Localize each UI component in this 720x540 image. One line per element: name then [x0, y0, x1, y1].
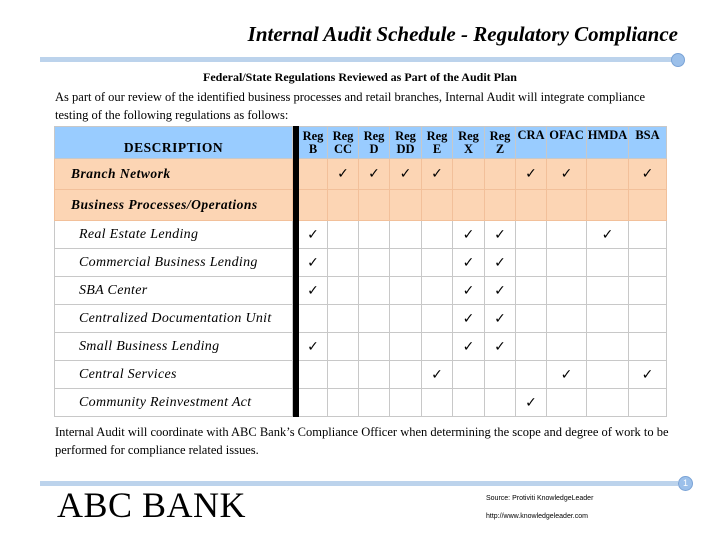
row-label: Commercial Business Lending — [55, 249, 293, 277]
regulation-cell — [547, 361, 587, 389]
regulation-cell — [629, 190, 667, 221]
regulation-cell — [453, 305, 485, 333]
checkmark-icon: ✓ — [337, 166, 349, 182]
table-row — [55, 333, 667, 361]
checkmark-icon: ✓ — [399, 166, 412, 182]
regulation-cell — [299, 333, 328, 361]
checkmark-icon: ✓ — [525, 394, 537, 411]
checkmark-icon: ✓ — [368, 166, 380, 182]
column-header: CRA — [516, 127, 547, 159]
regulation-cell — [453, 333, 485, 361]
regulation-cell — [422, 361, 453, 389]
checkmark-icon: ✓ — [462, 282, 475, 299]
regulation-cell — [328, 361, 359, 389]
regulation-cell — [629, 249, 667, 277]
slide-title: Internal Audit Schedule - Regulatory Compliance — [247, 22, 678, 46]
regulation-cell — [299, 249, 328, 277]
checkmark-icon: ✓ — [431, 366, 443, 383]
regulation-cell — [299, 159, 328, 190]
regulation-cell — [390, 333, 422, 361]
column-header: Reg E — [422, 127, 453, 159]
regulation-cell — [485, 221, 516, 249]
table-header-row — [55, 127, 667, 159]
regulation-cell — [485, 190, 516, 221]
checkmark-icon: ✓ — [307, 282, 319, 299]
checkmark-icon: ✓ — [494, 338, 506, 355]
regulation-cell — [547, 333, 587, 361]
column-header: Reg D — [359, 127, 390, 159]
regulation-cell — [587, 190, 629, 221]
regulation-cell — [516, 190, 547, 221]
checkmark-icon: ✓ — [494, 282, 506, 299]
regulation-cell — [485, 277, 516, 305]
regulation-cell — [587, 249, 629, 277]
regulation-cell — [485, 159, 516, 190]
checkmark-icon: ✓ — [641, 366, 654, 383]
checkmark-icon: ✓ — [462, 226, 475, 243]
checkmark-icon: ✓ — [431, 166, 443, 182]
regulation-cell — [328, 249, 359, 277]
regulation-cell — [390, 305, 422, 333]
regulation-cell — [516, 277, 547, 305]
regulation-cell — [629, 277, 667, 305]
regulation-cell — [390, 277, 422, 305]
checkmark-icon: ✓ — [462, 254, 475, 271]
column-header: Reg B — [299, 127, 328, 159]
regulation-cell — [390, 221, 422, 249]
source-url: http://www.knowledgeleader.com — [486, 513, 588, 520]
table-row — [55, 305, 667, 333]
checkmark-icon: ✓ — [525, 166, 537, 182]
row-label: Real Estate Lending — [55, 221, 293, 249]
regulation-cell — [422, 159, 453, 190]
regulation-cell — [453, 190, 485, 221]
regulation-cell — [516, 249, 547, 277]
title-divider-dot — [671, 53, 685, 67]
title-divider — [40, 57, 676, 62]
row-label: Community Reinvestment Act — [55, 389, 293, 417]
regulation-cell — [587, 361, 629, 389]
regulation-cell — [547, 221, 587, 249]
regulation-cell — [453, 361, 485, 389]
checkmark-icon: ✓ — [462, 310, 475, 327]
row-label: Small Business Lending — [55, 333, 293, 361]
regulation-cell — [390, 159, 422, 190]
regulation-cell — [453, 249, 485, 277]
regulation-cell — [328, 190, 359, 221]
regulation-cell — [422, 249, 453, 277]
closing-paragraph: Internal Audit will coordinate with ABC Bank’s Compliance Officer when determining the scope and degree of work to be performed for compliance related issues. — [55, 425, 669, 457]
regulation-cell — [587, 305, 629, 333]
regulation-cell — [629, 389, 667, 417]
group-row — [55, 190, 667, 221]
regulation-cell — [390, 190, 422, 221]
regulation-cell — [422, 277, 453, 305]
group-row — [55, 159, 667, 190]
regulation-cell — [328, 389, 359, 417]
intro-paragraph: As part of our review of the identified business processes and retail branches, Internal Audit will integrate compliance testing of the following regulations as follows: — [55, 90, 646, 122]
table-row — [55, 361, 667, 389]
row-label: Centralized Documentation Unit — [55, 305, 293, 333]
regulation-cell — [453, 277, 485, 305]
regulation-cell — [485, 333, 516, 361]
regulation-cell — [299, 305, 328, 333]
column-header: BSA — [629, 127, 667, 159]
regulation-cell — [359, 333, 390, 361]
regulation-cell — [328, 333, 359, 361]
checkmark-icon: ✓ — [494, 310, 506, 327]
column-header: Reg Z — [485, 127, 516, 159]
regulation-cell — [629, 333, 667, 361]
regulation-cell — [328, 221, 359, 249]
checkmark-icon: ✓ — [494, 254, 506, 271]
regulation-cell — [485, 389, 516, 417]
regulation-cell — [299, 190, 328, 221]
regulation-cell — [390, 389, 422, 417]
regulation-cell — [453, 221, 485, 249]
regulation-cell — [629, 221, 667, 249]
table-row — [55, 389, 667, 417]
regulation-cell — [299, 221, 328, 249]
regulation-cell — [547, 159, 587, 190]
column-header: Reg CC — [328, 127, 359, 159]
checkmark-icon: ✓ — [560, 366, 573, 383]
table-row — [55, 249, 667, 277]
checkmark-icon: ✓ — [494, 226, 506, 243]
regulation-cell — [299, 277, 328, 305]
regulation-cell — [359, 389, 390, 417]
regulation-cell — [390, 361, 422, 389]
checkmark-icon: ✓ — [462, 338, 475, 355]
regulation-cell — [587, 389, 629, 417]
checkmark-icon: ✓ — [307, 226, 319, 243]
column-header: Reg X — [453, 127, 485, 159]
column-header: Reg DD — [390, 127, 422, 159]
regulation-cell — [629, 159, 667, 190]
regulation-cell — [359, 305, 390, 333]
regulation-cell — [516, 361, 547, 389]
regulation-cell — [453, 159, 485, 190]
regulation-cell — [359, 277, 390, 305]
regulation-cell — [299, 389, 328, 417]
regulation-cell — [359, 221, 390, 249]
slide-number: 1 — [678, 476, 693, 491]
row-label: SBA Center — [55, 277, 293, 305]
table-row — [55, 277, 667, 305]
regulation-cell — [359, 361, 390, 389]
regulation-cell — [547, 305, 587, 333]
checkmark-icon: ✓ — [307, 338, 319, 355]
regulation-cell — [485, 249, 516, 277]
checkmark-icon: ✓ — [560, 166, 573, 182]
regulation-cell — [629, 305, 667, 333]
regulation-cell — [422, 389, 453, 417]
regulation-cell — [485, 305, 516, 333]
regulation-cell — [587, 221, 629, 249]
regulation-cell — [328, 305, 359, 333]
group-label: Branch Network — [55, 159, 293, 190]
regulation-cell — [359, 249, 390, 277]
regulation-cell — [516, 159, 547, 190]
table-row — [55, 221, 667, 249]
regulation-cell — [587, 333, 629, 361]
source-credit: Source: Protiviti KnowledgeLeader — [486, 495, 594, 502]
description-header: DESCRIPTION — [55, 127, 293, 159]
regulation-cell — [453, 389, 485, 417]
row-label: Central Services — [55, 361, 293, 389]
regulation-cell — [587, 159, 629, 190]
regulation-cell — [547, 389, 587, 417]
checkmark-icon: ✓ — [601, 226, 614, 243]
group-label: Business Processes/Operations — [55, 190, 293, 221]
regulation-cell — [299, 361, 328, 389]
regulation-cell — [629, 361, 667, 389]
bank-logo-text: ABC BANK — [57, 485, 247, 525]
regulation-cell — [516, 333, 547, 361]
regulation-cell — [422, 221, 453, 249]
column-header: OFAC — [547, 127, 587, 159]
regulation-schedule-table — [54, 126, 667, 417]
regulation-cell — [547, 249, 587, 277]
regulation-cell — [422, 305, 453, 333]
section-subtitle: Federal/State Regulations Reviewed as Part of the Audit Plan — [203, 70, 517, 84]
regulation-cell — [422, 333, 453, 361]
regulation-cell — [359, 190, 390, 221]
regulation-cell — [359, 159, 390, 190]
regulation-cell — [516, 305, 547, 333]
regulation-cell — [422, 190, 453, 221]
regulation-cell — [547, 190, 587, 221]
regulation-cell — [328, 159, 359, 190]
checkmark-icon: ✓ — [641, 166, 654, 182]
regulation-cell — [587, 277, 629, 305]
regulation-cell — [328, 277, 359, 305]
regulation-cell — [485, 361, 516, 389]
checkmark-icon: ✓ — [307, 254, 319, 271]
regulation-cell — [547, 277, 587, 305]
regulation-cell — [516, 221, 547, 249]
regulation-cell — [390, 249, 422, 277]
column-header: HMDA — [587, 127, 629, 159]
regulation-cell — [516, 389, 547, 417]
